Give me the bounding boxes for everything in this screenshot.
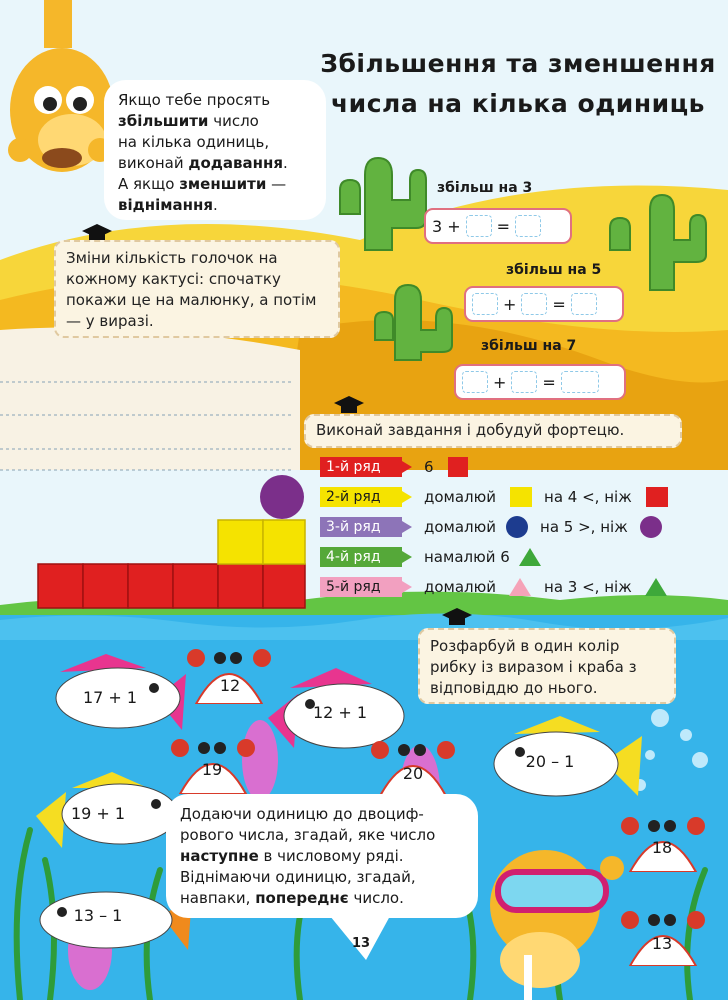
fish-2-expression: 12 + 1 — [312, 703, 368, 722]
crab-4-number: 18 — [651, 838, 673, 857]
fortress-row-2 — [320, 486, 668, 508]
task-fish-crab-instructions: Розфарбуй в один колір рибку із виразом і краба з відповіддю до нього. — [418, 628, 676, 704]
eq3-plus: + — [493, 372, 507, 392]
fortress-row-3 — [320, 516, 662, 538]
crab-2-number: 19 — [201, 760, 223, 779]
yellow-square-icon — [510, 487, 532, 507]
eq2-box — [464, 286, 624, 322]
row-compare: на 5 >, ніж — [540, 518, 628, 536]
fortress-row-5 — [320, 576, 668, 598]
eq1-label: збільш на 3 — [437, 180, 533, 196]
intro-line: збільшити число — [118, 112, 259, 130]
crab-5-number: 13 — [651, 934, 673, 953]
arrow-icon — [402, 521, 412, 533]
eq3-blank-a[interactable] — [462, 371, 488, 393]
eq3-box — [454, 364, 626, 400]
eq2-blank-b[interactable] — [521, 293, 547, 315]
tip-text: Додаючи одиницю до двоциф-рового числа, згадай, яке число — [180, 805, 436, 844]
fish-3-expression: 20 – 1 — [525, 752, 575, 771]
fortress-row-1 — [320, 456, 468, 478]
green-triangle-icon — [644, 577, 668, 597]
tip-bold: попереднє — [255, 889, 349, 907]
title-line-2: числа на кілька одиниць — [331, 89, 705, 118]
tip-bubble — [166, 794, 478, 918]
pink-triangle-icon — [508, 577, 532, 597]
row-label: 5-й ряд — [320, 577, 402, 597]
intro-bubble — [104, 80, 326, 220]
row-action: домалюй — [424, 578, 497, 596]
row-compare: на 3 <, ніж — [544, 578, 632, 596]
row-label: 4-й ряд — [320, 547, 402, 567]
eq3-equals: = — [542, 372, 556, 392]
eq3-answer[interactable] — [561, 371, 599, 393]
row-label: 2-й ряд — [320, 487, 402, 507]
title-line-1: Збільшення та зменшення — [320, 49, 716, 78]
row-label: 3-й ряд — [320, 517, 402, 537]
eq3-blank-b[interactable] — [511, 371, 537, 393]
fortress-row-4 — [320, 546, 542, 568]
row-action: домалюй — [424, 488, 497, 506]
fish-5-expression: 13 – 1 — [73, 906, 123, 925]
arrow-icon — [402, 581, 412, 593]
eq1-first: 3 + — [432, 216, 461, 236]
crab-3-number: 20 — [402, 764, 424, 783]
page-number: 13 — [352, 936, 371, 951]
eq2-answer[interactable] — [571, 293, 597, 315]
tip-text: число. — [348, 889, 404, 907]
eq1-box — [424, 208, 572, 244]
eq2-equals: = — [552, 294, 566, 314]
eq3-label: збільш на 7 — [481, 338, 577, 354]
eq1-equals: = — [496, 216, 511, 236]
intro-line: Якщо тебе просять — [118, 91, 271, 109]
eq1-answer[interactable] — [515, 215, 541, 237]
graduation-cap-icon — [440, 606, 474, 628]
intro-line: виконай додавання. — [118, 154, 288, 172]
row-action: намалюй 6 — [424, 548, 510, 566]
arrow-icon — [402, 461, 412, 473]
crab-1[interactable] — [186, 644, 272, 704]
task-cactus-instructions: Зміни кількість голочок на кожному кактусі: спочатку покажи це на малюнку, а потім — у виразі. — [54, 240, 340, 338]
row-action: 6 — [424, 458, 434, 476]
crab-1-number: 12 — [219, 676, 241, 695]
page-title — [318, 44, 718, 124]
arrow-icon — [402, 551, 412, 563]
intro-line: А якщо зменшити — — [118, 175, 287, 193]
purple-circle-icon — [640, 516, 662, 538]
eq2-plus: + — [503, 294, 517, 314]
graduation-cap-icon — [332, 394, 366, 416]
intro-line: на кілька одиниць, — [118, 133, 270, 151]
fish-1-expression: 17 + 1 — [82, 688, 138, 707]
blue-circle-icon — [506, 516, 528, 538]
fish-4-expression: 19 + 1 — [70, 804, 126, 823]
intro-line: віднімання. — [118, 196, 218, 214]
row-compare: на 4 <, ніж — [544, 488, 632, 506]
arrow-icon — [402, 491, 412, 503]
red-square-icon — [646, 487, 668, 507]
tip-text: в числовому ряді. Віднімаючи одиницю, згадай, навпаки, — [180, 847, 416, 907]
red-square-icon — [448, 457, 468, 477]
eq1-blank[interactable] — [466, 215, 492, 237]
green-triangle-icon — [518, 547, 542, 567]
row-action: домалюй — [424, 518, 497, 536]
row-label: 1-й ряд — [320, 457, 402, 477]
task-fortress-instructions: Виконай завдання і добудуй фортецю. — [304, 414, 682, 448]
eq2-blank-a[interactable] — [472, 293, 498, 315]
eq2-label: збільш на 5 — [506, 262, 602, 278]
tip-bold: наступне — [180, 847, 259, 865]
